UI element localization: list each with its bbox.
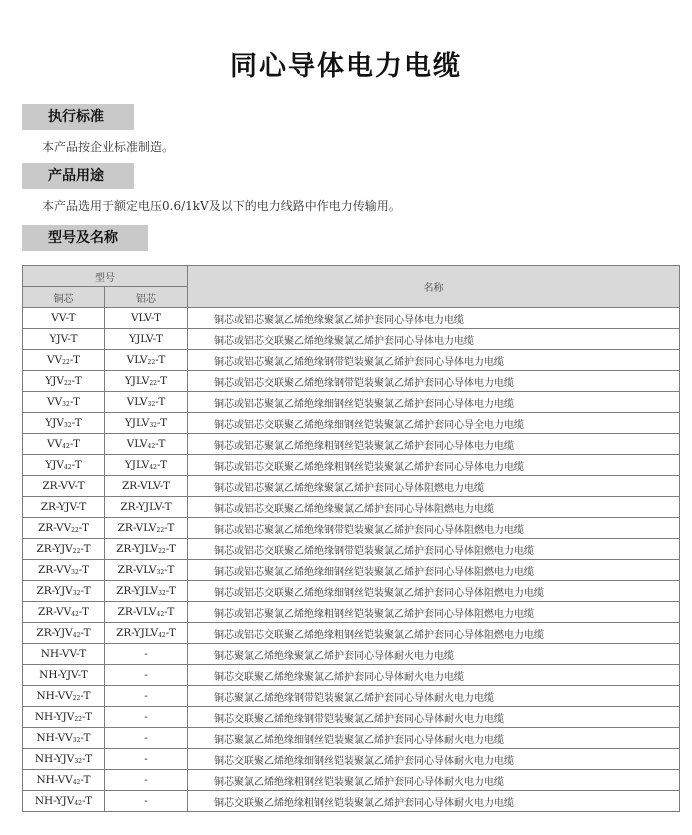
section-heading-standard: 执行标准 [22, 104, 134, 130]
copper-model-cell: $ZR-VV_{42}-T$ [23, 602, 105, 623]
aluminum-model-cell: $ZR-YJLV_{22}-T$ [105, 539, 188, 560]
cable-name-cell: 铜芯聚氯乙烯绝缘钢带铠装聚氯乙烯护套同心导体耐火电力电缆 [188, 686, 680, 707]
aluminum-model-cell: - [105, 749, 188, 770]
aluminum-model-cell: - [105, 665, 188, 686]
copper-model-cell: $YJV_{42}-T$ [23, 455, 105, 476]
table-row [23, 791, 680, 812]
table-row [23, 686, 680, 707]
cable-name-cell: 铜芯交联聚乙烯绝缘粗钢丝铠装聚氯乙烯护套同心导体耐火电力电缆 [188, 791, 680, 812]
cable-name-cell: 铜芯聚氯乙烯绝缘细钢丝铠装聚氯乙烯护套同心导体耐火电力电缆 [188, 728, 680, 749]
cable-name-cell: 铜芯或铝芯聚氯乙烯绝缘聚氯乙烯护套同心导体电力电缆 [188, 308, 680, 329]
cable-name-cell: 铜芯或铝芯交联聚乙烯绝缘粗钢丝铠装聚氯乙烯护套同心导体电力电缆 [188, 455, 680, 476]
aluminum-model-cell: $VLV_{22}-T$ [105, 350, 188, 371]
copper-model-cell: $YJV_{32}-T$ [23, 413, 105, 434]
copper-model-cell: YJV-T [23, 329, 105, 350]
table-row [23, 308, 680, 329]
usage-text: 本产品选用于额定电压0.6/1kV及以下的电力线路中作电力传输用。 [42, 199, 401, 213]
copper-model-cell: $VV_{42}-T$ [23, 434, 105, 455]
standard-text: 本产品按企业标准制造。 [42, 140, 175, 154]
table-row [23, 665, 680, 686]
table-row [23, 371, 680, 392]
table-row [23, 497, 680, 518]
copper-model-cell: ZR-YJV-T [23, 497, 105, 518]
table-row [23, 350, 680, 371]
table-row [23, 518, 680, 539]
section-heading-models: 型号及名称 [22, 225, 148, 251]
name-header: 名称 [188, 266, 680, 308]
aluminum-model-cell: - [105, 770, 188, 791]
cable-name-cell: 铜芯或铝芯交联聚乙烯绝缘钢带铠装聚氯乙烯护套同心导体电力电缆 [188, 371, 680, 392]
cable-name-cell: 铜芯或铝芯聚氯乙烯绝缘钢带铠装聚氯乙烯护套同心导体阻燃电力电缆 [188, 518, 680, 539]
aluminum-model-cell: $YJLV_{22}-T$ [105, 371, 188, 392]
table-row [23, 644, 680, 665]
aluminum-model-cell: - [105, 791, 188, 812]
copper-model-cell: $ZR-YJV_{42}-T$ [23, 623, 105, 644]
copper-model-cell: $ZR-VV_{22}-T$ [23, 518, 105, 539]
aluminum-model-cell: $YJLV_{42}-T$ [105, 455, 188, 476]
aluminum-model-cell: $YJLV_{32}-T$ [105, 413, 188, 434]
aluminum-model-cell: $ZR-YJLV_{42}-T$ [105, 623, 188, 644]
copper-model-cell: VV-T [23, 308, 105, 329]
aluminum-model-cell: YJLV-T [105, 329, 188, 350]
cable-name-cell: 铜芯聚氯乙烯绝缘粗钢丝铠装聚氯乙烯护套同心导体耐火电力电缆 [188, 770, 680, 791]
cable-name-cell: 铜芯聚氯乙烯绝缘聚氯乙烯护套同心导体耐火电力电缆 [188, 644, 680, 665]
page-title: 同心导体电力电缆 [230, 51, 462, 82]
cable-name-cell: 铜芯或铝芯聚氯乙烯绝缘粗钢丝铠装聚氯乙烯护套同心导体阻燃电力电缆 [188, 602, 680, 623]
copper-model-cell: $ZR-VV_{32}-T$ [23, 560, 105, 581]
cable-name-cell: 铜芯或铝芯交联聚乙烯绝缘聚氯乙烯护套同心导体电力电缆 [188, 329, 680, 350]
cable-name-cell: 铜芯交联聚乙烯绝缘细钢丝铠装聚氯乙烯护套同心导体耐火电力电缆 [188, 749, 680, 770]
cable-name-cell: 铜芯或铝芯聚氯乙烯绝缘聚氯乙烯护套同心导体阻燃电力电缆 [188, 476, 680, 497]
table-row [23, 455, 680, 476]
table-row [23, 329, 680, 350]
aluminum-header: 铝芯 [105, 287, 188, 308]
aluminum-model-cell: $ZR-VLV_{42}-T$ [105, 602, 188, 623]
copper-model-cell: $NH-VV_{32}-T$ [23, 728, 105, 749]
aluminum-model-cell: VLV-T [105, 308, 188, 329]
table-row [23, 707, 680, 728]
copper-model-cell: $NH-VV_{22}-T$ [23, 686, 105, 707]
cable-name-cell: 铜芯或铝芯交联聚乙烯绝缘细钢丝铠装聚氯乙烯护套同心导全电力电缆 [188, 413, 680, 434]
table-row [23, 392, 680, 413]
table-body [23, 308, 680, 812]
aluminum-model-cell: ZR-YJLV-T [105, 497, 188, 518]
table-row [23, 581, 680, 602]
model-table [22, 265, 680, 812]
copper-model-cell: $NH-YJV_{42}-T$ [23, 791, 105, 812]
aluminum-model-cell: $ZR-YJLV_{32}-T$ [105, 581, 188, 602]
table-row [23, 476, 680, 497]
aluminum-model-cell: - [105, 728, 188, 749]
copper-model-cell: NH-YJV-T [23, 665, 105, 686]
model-header: 型号 [23, 266, 188, 287]
cable-name-cell: 铜芯或铝芯聚氯乙烯绝缘细钢丝铠装聚氯乙烯护套同心导体阻燃电力电缆 [188, 560, 680, 581]
cable-name-cell: 铜芯或铝芯交联聚乙烯绝缘钢带铠装聚氯乙烯护套同心导体阻燃电力电缆 [188, 539, 680, 560]
cable-name-cell: 铜芯或铝芯聚氯乙烯绝缘细钢丝铠装聚氯乙烯护套同心导体电力电缆 [188, 392, 680, 413]
aluminum-model-cell: - [105, 707, 188, 728]
aluminum-model-cell: $VLV_{32}-T$ [105, 392, 188, 413]
aluminum-model-cell: $VLV_{42}-T$ [105, 434, 188, 455]
cable-name-cell: 铜芯或铝芯聚氯乙烯绝缘粗钢丝铠装聚氯乙烯护套同心导体电力电缆 [188, 434, 680, 455]
copper-model-cell: NH-VV-T [23, 644, 105, 665]
cable-name-cell: 铜芯交联聚乙烯绝缘聚氯乙烯护套同心导体耐火电力电缆 [188, 665, 680, 686]
aluminum-model-cell: - [105, 644, 188, 665]
cable-name-cell: 铜芯或铝芯交联聚乙烯绝缘聚氯乙烯护套同心导体阻燃电力电缆 [188, 497, 680, 518]
copper-model-cell: $VV_{22}-T$ [23, 350, 105, 371]
section-heading-usage: 产品用途 [22, 163, 134, 189]
table-row [23, 434, 680, 455]
table-row [23, 728, 680, 749]
cable-name-cell: 铜芯或铝芯交联聚乙烯绝缘粗钢丝铠装聚氯乙烯护套同心导体阻燃电力电缆 [188, 623, 680, 644]
table-row [23, 770, 680, 791]
copper-model-cell: $NH-YJV_{22}-T$ [23, 707, 105, 728]
copper-model-cell: $VV_{32}-T$ [23, 392, 105, 413]
cable-name-cell: 铜芯或铝芯聚氯乙烯绝缘钢带铠装聚氯乙烯护套同心导体电力电缆 [188, 350, 680, 371]
table-row [23, 413, 680, 434]
table-row [23, 539, 680, 560]
copper-model-cell: ZR-VV-T [23, 476, 105, 497]
copper-model-cell: $NH-YJV_{32}-T$ [23, 749, 105, 770]
copper-model-cell: $ZR-YJV_{32}-T$ [23, 581, 105, 602]
cable-name-cell: 铜芯交联聚乙烯绝缘钢带铠装聚氯乙烯护套同心导体耐火电力电缆 [188, 707, 680, 728]
copper-model-cell: $NH-VV_{42}-T$ [23, 770, 105, 791]
table-row [23, 623, 680, 644]
copper-model-cell: $YJV_{22}-T$ [23, 371, 105, 392]
copper-header: 铜芯 [23, 287, 105, 308]
aluminum-model-cell: - [105, 686, 188, 707]
table-row [23, 602, 680, 623]
table-row [23, 749, 680, 770]
table-row [23, 560, 680, 581]
aluminum-model-cell: $ZR-VLV_{22}-T$ [105, 518, 188, 539]
cable-name-cell: 铜芯或铝芯交联聚乙烯绝缘细钢丝铠装聚氯乙烯护套同心导体阻燃电力电缆 [188, 581, 680, 602]
copper-model-cell: $ZR-YJV_{22}-T$ [23, 539, 105, 560]
aluminum-model-cell: $ZR-VLV_{32}-T$ [105, 560, 188, 581]
aluminum-model-cell: ZR-VLV-T [105, 476, 188, 497]
